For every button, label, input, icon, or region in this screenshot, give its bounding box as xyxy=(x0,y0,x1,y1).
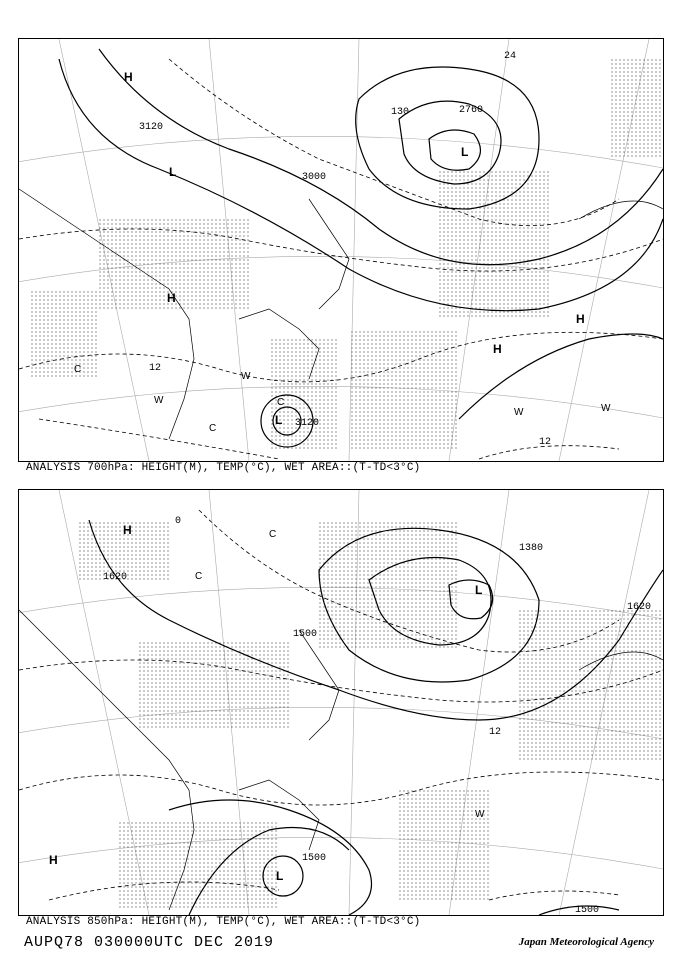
warm-marker: W xyxy=(601,403,611,414)
high-center-label: H xyxy=(123,523,132,537)
contour-label: 12 xyxy=(539,437,552,448)
low-center-label: L xyxy=(475,583,483,597)
map-panel-700hpa xyxy=(18,38,664,462)
contour-label: 0 xyxy=(175,516,182,527)
contour-label: 24 xyxy=(504,51,517,62)
contour-label: 12 xyxy=(149,363,162,374)
contour-label: 1620 xyxy=(627,602,652,613)
cold-marker: C xyxy=(269,529,277,540)
contour-label: 130 xyxy=(391,107,410,118)
contour-label: 3000 xyxy=(302,172,327,183)
high-center-label: H xyxy=(493,342,502,356)
cold-marker: C xyxy=(209,423,217,434)
warm-marker: W xyxy=(514,407,524,418)
caption-850hpa: ANALYSIS 850hPa: HEIGHT(M), TEMP(°C), WET AREA::(T-TD<3°C) xyxy=(26,916,421,928)
contour-label: 3120 xyxy=(139,122,164,133)
warm-marker: W xyxy=(154,395,164,406)
contour-label: 1500 xyxy=(302,853,327,864)
contour-label: 1380 xyxy=(519,543,544,554)
contour-label: 12 xyxy=(489,727,502,738)
contour-label: 1620 xyxy=(103,572,128,583)
temp-region-markers xyxy=(74,364,611,434)
contour-label: 1500 xyxy=(293,629,318,640)
high-center-label: H xyxy=(167,291,176,305)
low-center-label: L xyxy=(169,165,177,179)
contour-label: 2760 xyxy=(459,105,484,116)
warm-marker: W xyxy=(475,809,485,820)
cold-marker: C xyxy=(277,397,285,408)
contour-label: 3120 xyxy=(295,418,320,429)
low-center-label: L xyxy=(276,869,284,883)
cold-marker: C xyxy=(195,571,203,582)
chart-700hpa xyxy=(19,39,663,461)
chart-850hpa xyxy=(19,490,663,915)
low-center-label: L xyxy=(275,413,283,427)
cold-marker: C xyxy=(74,364,82,375)
warm-marker: W xyxy=(241,371,251,382)
low-center-label: L xyxy=(461,145,469,159)
high-center-label: H xyxy=(49,853,58,867)
map-panel-850hpa xyxy=(18,489,664,916)
caption-700hpa: ANALYSIS 700hPa: HEIGHT(M), TEMP(°C), WET AREA::(T-TD<3°C) xyxy=(26,462,421,474)
agency-credit: Japan Meteorological Agency xyxy=(518,936,654,948)
contour-label: 1500 xyxy=(575,905,600,915)
chart-id-timestamp: AUPQ78 030000UTC DEC 2019 xyxy=(24,934,275,951)
high-center-label: H xyxy=(576,312,585,326)
high-center-label: H xyxy=(124,70,133,84)
